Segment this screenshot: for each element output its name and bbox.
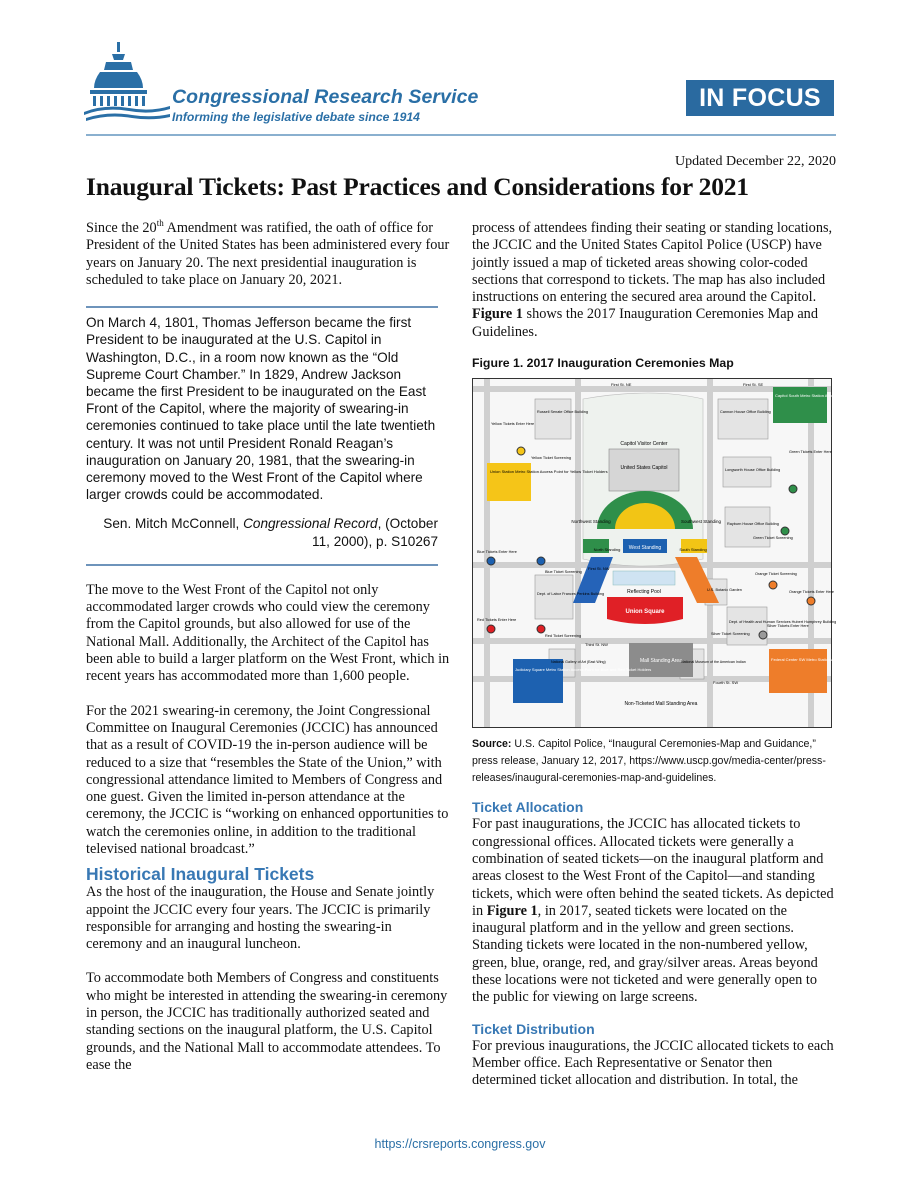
map-label-red-ticket: Red Ticket Screening — [545, 634, 582, 639]
map-label-first-st-se: First St. SE — [743, 382, 764, 388]
map-label-visitor-center: Capitol Visitor Center — [620, 441, 668, 448]
quote-text: On March 4, 1801, Thomas Jefferson became the first President to be inaugurated at the U.S. Capitol in Washington, D.C., in a room now known as the “Old Supreme Court Chamber.” In 1829, Andrew Jackson became the first President to be inaugurated on the East Front of the Capitol, where the majority of swearing-in ceremonies continued to take place until the late twentieth century. It was not until President Ronald Reagan’s inauguration on January 20, 1981, that the swearing-in ceremony moved to the West Front of the Capitol where larger crowds could be accommodated. — [86, 315, 436, 503]
map-label-silver-enter: Silver Tickets Enter Here — [767, 624, 809, 629]
page-header — [0, 0, 920, 140]
map-label-north-standing: North Standing — [593, 547, 621, 553]
map-label-reflecting-pool: Reflecting Pool — [627, 589, 661, 596]
page-title: Inaugural Tickets: Past Practices and Considerations for 2021 — [86, 172, 749, 201]
paragraph-accommodate: To accommodate both Members of Congress and constituents who might be interested in attending the swearing-in ceremony in person, the JCCIC has traditionally authorized seated and standing sections on the inaugural platform, the U.S. Capitol grounds, and the National Mall to accommodate attendees. To ease the — [86, 970, 448, 1073]
map-label-green-enter: Green Tickets Enter Here — [789, 450, 832, 455]
heading-historical-tickets: Historical Inaugural Tickets — [86, 864, 315, 885]
paragraph-map-intro: process of attendees finding their seating or standing locations, the JCCIC and the United States Capitol Police (USCP) have jointly issued a map of ticketed areas showing color-coded sections that correspond to tickets. The map has also included instructions on entering the secured area around the Capitol. Figure 1 shows the 2017 Inauguration Ceremonies Map and Guidelines. — [472, 220, 833, 340]
crs-capitol-dome-logo — [84, 40, 170, 122]
map-label-yellow-enter: Yellow Tickets Enter Here — [491, 422, 535, 427]
inauguration-map — [472, 378, 920, 728]
paragraph-ticket-distribution: For previous inaugurations, the JCCIC allocated tickets to each Member office. Each Representative or Senator then determined ticket allocation and distribution. In total, the — [472, 1037, 834, 1089]
paragraph-ticket-allocation: For past inaugurations, the JCCIC has allocated tickets to congressional offices. Allocated tickets were generally a combination of seated tickets—on the inaugural platform and areas closest to the West Front of the Capitol—and standing tickets, which were often behind the seated tickets. As depicted in Figure 1, in 2017, seated tickets were located on the inaugural platform and in the yellow and green sections. Standing tickets were located in the non-numbered yellow, green, blue, orange, red, and gray/silver areas. Areas beyond these locations were not ticketed and were generally open to the public for viewing on large screens. — [472, 816, 834, 1006]
map-label-capitol-south: Capitol South Metro Station Access Point for Green Ticket Holders — [775, 393, 893, 399]
map-label-third-st-nw: Third St. NW — [585, 642, 608, 648]
paragraph-west-front: The move to the West Front of the Capitol not only accommodated larger crowds who could view the ceremony from the Capitol grounds, but also allowed for use of the National Mall. Additionally, the Architect of the Capitol has been able to build a larger platform on the West Front, which in recent years has accommodated more than 1,600 people. — [86, 581, 450, 685]
map-label-south-standing: South Standing — [679, 547, 707, 553]
right-column — [472, 220, 920, 1107]
map-label-fourth-st-sw: Fourth St. SW — [713, 680, 739, 686]
left-column — [86, 220, 450, 1091]
map-label-non-ticketed: Non-Ticketed Mall Standing Area — [624, 701, 698, 708]
map-label-red-enter: Red Tickets Enter Here — [477, 618, 517, 623]
paragraph-jccic: As the host of the inauguration, the House and Senate jointly appoint the JCCIC every four years. The JCCIC is primarily responsible for arranging and hosting the swearing-in ceremony and an inaugural luncheon. — [86, 884, 435, 953]
figure-caption: Figure 1. 2017 Inauguration Ceremonies Map — [472, 356, 734, 371]
figure-source: Source: U.S. Capitol Police, “Inaugural Ceremonies-Map and Guidance,” press release, January 12, 2017, https://www.uscp.gov/media-center/press-releases/inaugural-ceremonies-map-and-guidelines. — [472, 738, 826, 785]
map-label-dept-labor: Dept. of Labor Frances Perkins Building — [537, 592, 605, 597]
footer-url[interactable]: https://crsreports.congress.gov — [374, 1137, 546, 1151]
map-label-mall-standing: Mall Standing Area — [640, 658, 682, 665]
map-label-green-ticket: Green Ticket Screening — [753, 536, 793, 541]
quote-attribution: Sen. Mitch McConnell, Congressional Record, (October 11, 2000), p. S10267 — [103, 516, 438, 549]
in-focus-badge: IN FOCUS — [686, 80, 834, 116]
map-label-botanic: U.S. Botanic Garden — [707, 588, 742, 593]
map-label-first-st-ne: First St. NE — [611, 382, 632, 388]
map-label-capitol: United States Capitol — [620, 465, 668, 472]
map-label-union-station: Union Station Metro Station Access Point for Yellow Ticket Holders — [490, 469, 608, 475]
map-label-federal-center: Federal Center SW Metro Station Access Point for Orange and Silver Ticket Holders — [771, 657, 920, 663]
map-label-orange-ticket: Orange Ticket Screening — [755, 572, 797, 577]
paragraph-2021-ceremony: For the 2021 swearing-in ceremony, the Joint Congressional Committee on Inaugural Ceremonies (JCCIC) has announced that as a result of COVID-19 the in-person audience will be reduced to a size that “resembles the State of the Union,” with congressional attendance limited to Members of Congress and one guest. Given the limited in-person attendance at the ceremony, the JCCIC is “working on enhanced opportunities to watch the ceremonies online, in addition to the traditional televised national broadcast.” — [86, 702, 449, 857]
map-label-cannon: Cannon House Office Building — [720, 410, 771, 415]
intro-paragraph: Since the 20th Amendment was ratified, the oath of office for President of the United States has been administered every four years on January 20. The next presidential inauguration is scheduled to take place on January 20, 2021. — [86, 218, 450, 288]
map-label-american-indian: National Museum of the American Indian — [681, 660, 746, 665]
crs-tagline: Informing the legislative debate since 1914 — [172, 110, 420, 124]
header-divider — [86, 134, 836, 136]
quote-box — [86, 306, 438, 566]
map-label-southwest-standing: Southwest Standing — [680, 519, 722, 525]
map-label-russell: Russell Senate Office Building — [537, 410, 589, 415]
map-label-blue-enter: Blue Tickets Enter Here — [477, 550, 517, 555]
map-label-judiciary-square: Judiciary Square Metro Station Access Point for Blue and Red Ticket Holders — [515, 667, 652, 673]
map-label-orange-enter: Orange Tickets Enter Here — [789, 590, 834, 595]
heading-ticket-allocation: Ticket Allocation — [472, 799, 584, 816]
map-label-first-st-nw: First St. NW — [588, 566, 610, 572]
crs-org-name: Congressional Research Service — [172, 86, 479, 108]
map-label-longworth: Longworth House Office Building — [725, 468, 781, 473]
map-label-northwest-standing: Northwest Standing — [571, 519, 611, 525]
map-label-dept-hhs: Dept. of Health and Human Services Hubert Humphrey Building — [729, 620, 837, 625]
map-label-silver-ticket: Silver Ticket Screening — [711, 632, 750, 637]
map-label-national-gallery: National Gallery of Art (East Wing) — [551, 660, 606, 665]
updated-date: Updated December 22, 2020 — [675, 154, 836, 169]
map-label-west-standing: West Standing — [628, 545, 662, 552]
map-label-blue-ticket: Blue Ticket Screening — [545, 570, 582, 575]
map-label-union-square: Union Square — [625, 609, 665, 616]
heading-ticket-distribution: Ticket Distribution — [472, 1020, 595, 1037]
map-label-rayburn: Rayburn House Office Building — [727, 522, 779, 527]
map-label-yellow-ticket: Yellow Ticket Screening — [531, 456, 571, 461]
